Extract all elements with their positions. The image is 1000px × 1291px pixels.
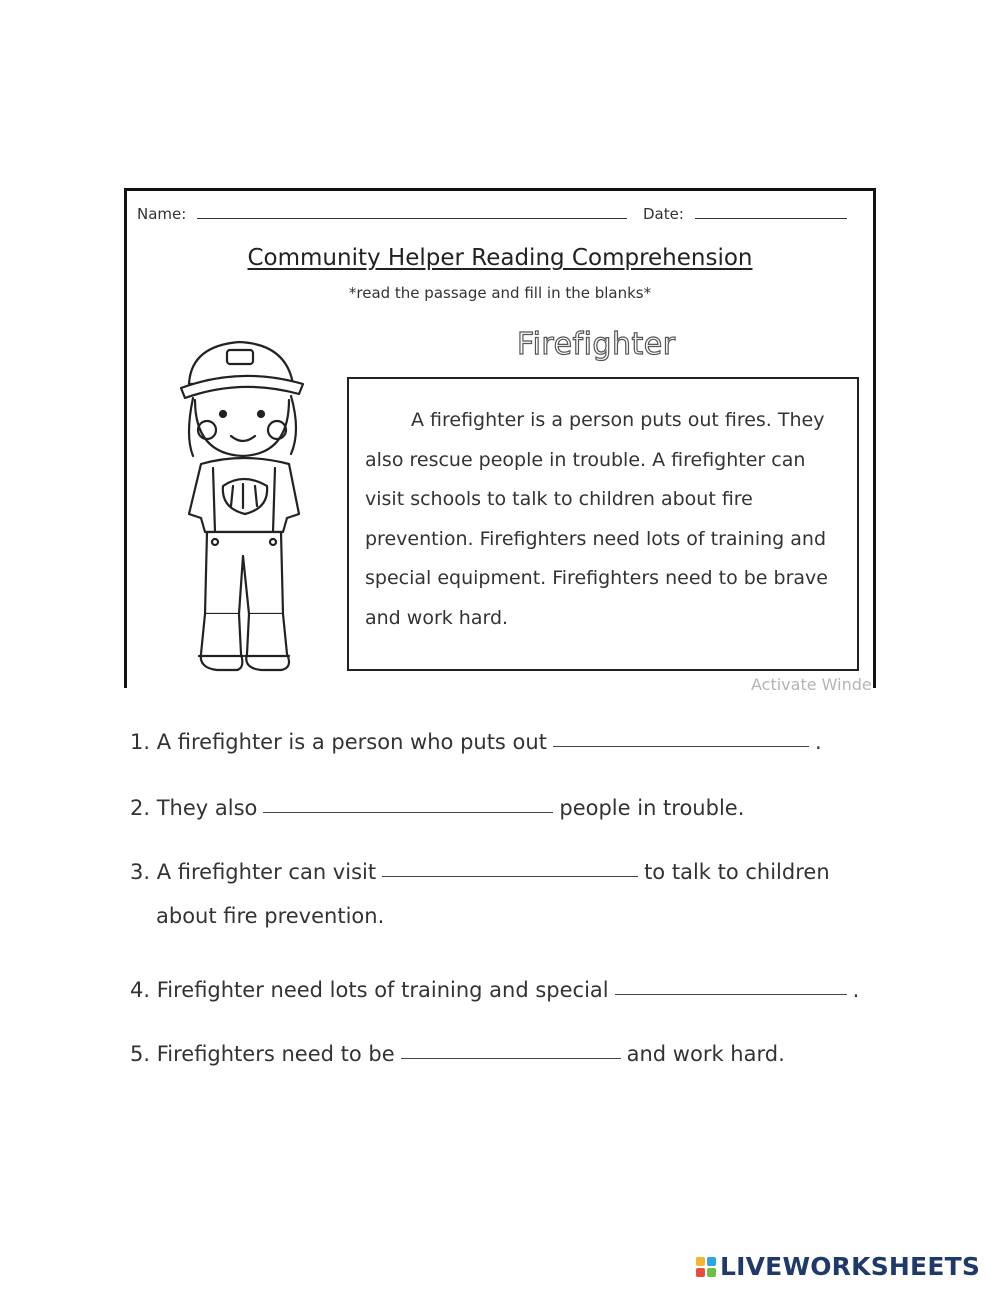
date-blank [695, 218, 847, 219]
date-field [643, 205, 847, 223]
question-5-end: and work hard. [626, 1042, 785, 1066]
logo-block [707, 1268, 716, 1277]
question-1-end: . [814, 730, 822, 754]
question-3 [130, 860, 830, 884]
answer-blank-5[interactable] [401, 1057, 621, 1059]
liveworksheets-logo[interactable] [696, 1252, 980, 1281]
firefighter-illustration [171, 336, 321, 686]
worksheet-image [124, 188, 876, 694]
passage-text: A firefighter is a person puts out fires. They also rescue people in trouble. A firefighter can visit schools to talk to children about fire prevention. Firefighters need lots of training and special equipment. Firefighters need to be brave and work hard. [365, 409, 828, 629]
name-blank [197, 218, 627, 219]
activate-windows-watermark: Activate Winde [751, 675, 872, 694]
question-4 [130, 978, 859, 1002]
passage-heading: Firefighter [517, 327, 676, 362]
question-4-end: . [852, 978, 860, 1002]
worksheet-subtitle: *read the passage and fill in the blanks* [348, 284, 652, 302]
logo-text: LIVEWORKSHEETS [720, 1252, 981, 1281]
question-5 [130, 1042, 785, 1066]
date-label: Date: [643, 205, 684, 223]
logo-block [696, 1257, 705, 1266]
answer-blank-3[interactable] [382, 875, 638, 877]
question-3-end: to talk to children [644, 860, 830, 884]
answer-blank-1[interactable] [553, 745, 809, 747]
question-4-text: 4. Firefighter need lots of training and special [130, 978, 609, 1002]
question-5-text: 5. Firefighters need to be [130, 1042, 395, 1066]
logo-blocks-icon [696, 1257, 716, 1277]
question-1-text: 1. A firefighter is a person who puts out [130, 730, 547, 754]
logo-block [696, 1268, 705, 1277]
question-1 [130, 730, 822, 754]
logo-block [707, 1257, 716, 1266]
question-2-text: 2. They also [130, 796, 258, 820]
name-label: Name: [137, 205, 187, 223]
worksheet-title: Community Helper Reading Comprehension [247, 245, 753, 271]
question-3-continuation: about fire prevention. [156, 904, 385, 928]
question-3-text: 3. A firefighter can visit [130, 860, 377, 884]
passage-box [347, 377, 859, 671]
answer-blank-4[interactable] [615, 993, 847, 995]
question-2-end: people in trouble. [559, 796, 745, 820]
name-field [137, 205, 627, 223]
question-2 [130, 796, 744, 820]
answer-blank-2[interactable] [263, 811, 553, 813]
